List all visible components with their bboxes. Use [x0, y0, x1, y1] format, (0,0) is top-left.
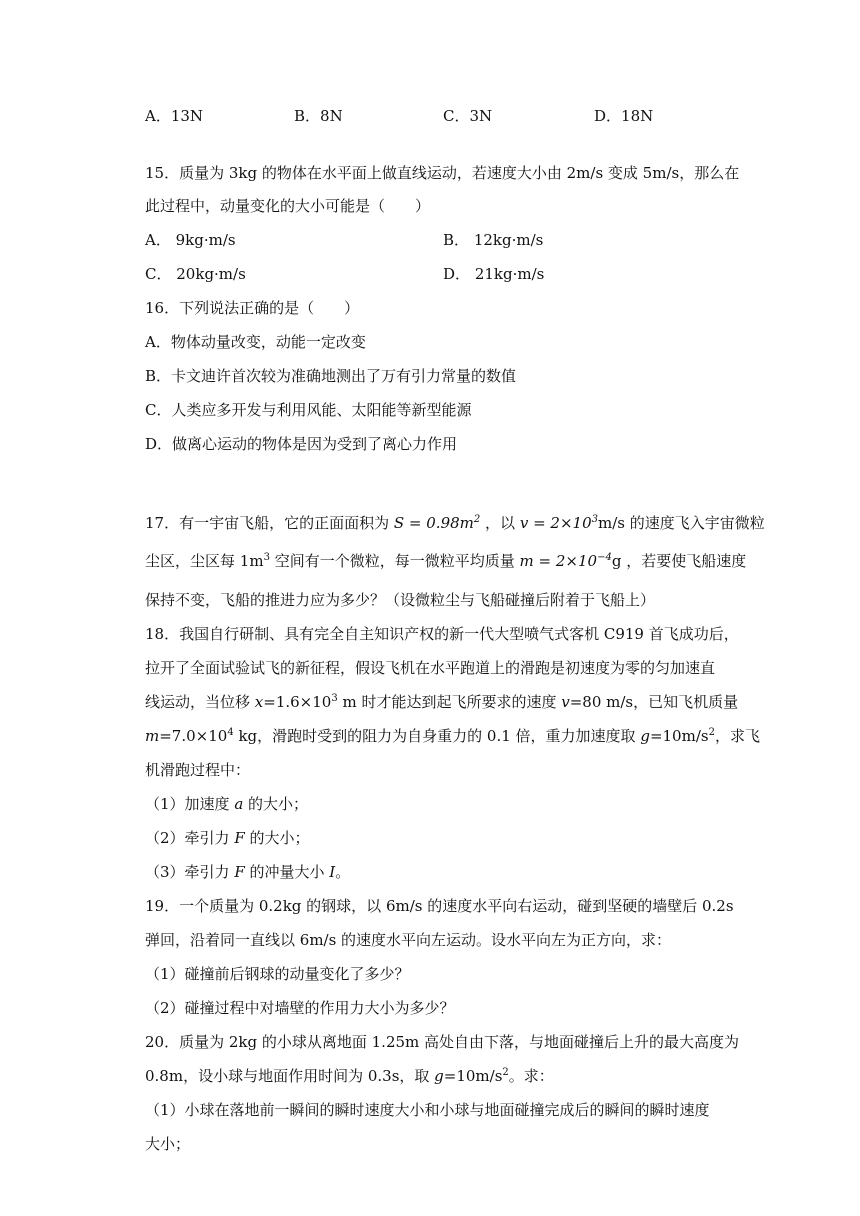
q15-option-c-value: 20kg·m/s	[176, 265, 246, 283]
q18-sub1	[145, 794, 308, 814]
q16-option-d: D．做离心运动的物体是因为受到了离心力作用	[145, 435, 458, 453]
q15-option-a-letter: A．	[145, 231, 171, 249]
q18-text: =80 m/s，已知飞机质量	[569, 693, 739, 711]
q17-area-value: S = 0.98m	[393, 514, 474, 532]
q15-option-d-letter: D．	[443, 265, 471, 283]
q17-speed-formula	[520, 514, 625, 532]
q14-option-c: C．3N	[443, 107, 493, 125]
q18-var-x: x	[254, 693, 264, 711]
q15-option-d-value: 21kg·m/s	[474, 265, 545, 283]
q18-var-a: a	[234, 795, 244, 813]
q18-text: kg，滑跑时受到的阻力为自身重力的 0.1 倍，重力加速度取	[233, 727, 641, 745]
q17-text: 空间有一个微粒，每一微粒平均质量	[274, 552, 515, 570]
q16-option-b: B．卡文迪许首次较为准确地测出了万有引力常量的数值	[145, 367, 517, 385]
q18-text: =1.6×10	[263, 693, 332, 711]
q18-text: 的冲量大小	[244, 863, 330, 881]
q18-text: m 时才能达到起飞所要求的速度	[337, 693, 562, 711]
q15-stem-line1: 15．质量为 3kg 的物体在水平面上做直线运动，若速度大小由 2m/s 变成 5m/s，那么在	[145, 164, 740, 182]
q17-volume-exp: 3	[263, 552, 270, 563]
q15-option-c	[145, 264, 246, 284]
q20-stem-line1: 20．质量为 2kg 的小球从离地面 1.25m 高处自由下落，与地面碰撞后上升的最大高度为	[145, 1033, 740, 1051]
q18-stem-line2: 拉开了全面试验试飞的新征程，假设飞机在水平跑道上的滑跑是初速度为零的匀加速直	[145, 659, 716, 677]
q15-option-b-letter: B．	[443, 231, 470, 249]
q17-speed-exp: 3	[591, 514, 598, 525]
q16-option-c: C．人类应多开发与利用风能、太阳能等新型能源	[145, 401, 472, 419]
q15-stem-line2: 此过程中，动量变化的大小可能是（ ）	[145, 197, 431, 215]
q15-option-d	[443, 264, 544, 284]
q18-var-v: v	[561, 693, 570, 711]
q14-option-a: A．13N	[145, 107, 204, 125]
q18-sub3	[145, 862, 350, 882]
q17-text: ，若要使飞船速度	[626, 552, 747, 570]
q18-var-f: F	[234, 863, 245, 881]
q15-option-c-letter: C．	[145, 265, 172, 283]
q18-stem-line4	[145, 726, 760, 746]
q18-exp: 2	[708, 727, 715, 738]
q20-exp: 2	[502, 1067, 509, 1078]
q17-text: ，以	[485, 514, 516, 532]
q18-text: 。	[335, 863, 351, 881]
q15-option-b-value: 12kg·m/s	[473, 231, 544, 249]
q19-stem-line2: 弹回，沿着同一直线以 6m/s 的速度水平向左运动。设水平向左为正方向，求：	[145, 931, 672, 949]
q19-sub2: （2）碰撞过程中对墙壁的作用力大小为多少？	[145, 999, 455, 1017]
q18-var-g: g	[640, 727, 650, 745]
q18-var-i: I	[329, 863, 336, 881]
q17-mass-formula	[520, 552, 622, 570]
q18-stem-line1: 18．我国自行研制、具有完全自主知识产权的新一代大型喷气式客机 C919 首飞成功后，	[145, 625, 739, 643]
q15-option-a-value: 9kg·m/s	[175, 231, 236, 249]
q16-stem: 16．下列说法正确的是（ ）	[145, 299, 360, 317]
q20-var-g: g	[434, 1067, 444, 1085]
q19-stem-line1: 19．一个质量为 0.2kg 的钢球，以 6m/s 的速度水平向右运动，碰到坚硬的墙壁后 0.2s	[145, 897, 734, 915]
q20-sub1-line1: （1）小球在落地前一瞬间的瞬时速度大小和小球与地面碰撞完成后的瞬间的瞬时速度	[145, 1101, 710, 1119]
q15-option-b	[443, 230, 543, 250]
q17-text: 的速度飞入宇宙微粒	[629, 514, 765, 532]
q18-stem-line3	[145, 692, 738, 712]
q20-text: 0.8m，设小球与地面作用时间为 0.3s，取	[145, 1067, 435, 1085]
q18-text: =7.0×10	[159, 727, 228, 745]
q17-text: 17．有一宇宙飞船，它的正面面积为	[145, 514, 390, 532]
q17-speed-value: v = 2×10	[519, 514, 592, 532]
q17-mass-unit: g	[611, 552, 622, 570]
q17-volume-value: 1m	[239, 552, 264, 570]
q18-text: =10m/s	[649, 727, 709, 745]
q18-text: （1）加速度	[145, 795, 235, 813]
q18-text: 的大小；	[244, 829, 310, 847]
q17-mass-exp: −4	[597, 552, 612, 563]
q18-exp: 4	[227, 727, 234, 738]
q17-stem-line3: 保持不变，飞船的推进力应为多少？（设微粒尘与飞船碰撞后附着于飞船上）	[145, 591, 656, 609]
q18-text: 的大小；	[243, 795, 309, 813]
q18-var-f: F	[234, 829, 245, 847]
q18-exp: 3	[331, 693, 338, 704]
q18-stem-line5: 机滑跑过程中：	[145, 761, 251, 779]
q18-var-m: m	[145, 727, 160, 745]
q16-option-a: A．物体动量改变，动能一定改变	[145, 333, 366, 351]
q14-option-b: B．8N	[294, 107, 343, 125]
q20-text: =10m/s	[443, 1067, 503, 1085]
q17-volume	[240, 552, 270, 570]
q20-text: 。求：	[508, 1067, 554, 1085]
q14-option-d: D．18N	[594, 107, 654, 125]
q17-speed-unit: m/s	[598, 514, 625, 532]
q18-text: 线运动，当位移	[145, 693, 255, 711]
q18-text: ，求飞	[714, 727, 760, 745]
q15-option-a	[145, 230, 236, 250]
q17-stem-line1	[145, 513, 765, 533]
q20-sub1-line2: 大小；	[145, 1135, 191, 1153]
q17-text: 尘区，尘区每	[145, 552, 236, 570]
q17-area-formula	[394, 514, 480, 532]
q18-text: （2）牵引力	[145, 829, 235, 847]
q19-sub1: （1）碰撞前后钢球的动量变化了多少？	[145, 965, 410, 983]
q17-stem-line2	[145, 551, 746, 571]
q17-mass-value: m = 2×10	[519, 552, 598, 570]
q18-text: （3）牵引力	[145, 863, 235, 881]
q17-area-exp: 2	[473, 514, 481, 525]
q20-stem-line2	[145, 1066, 554, 1086]
q18-sub2	[145, 828, 310, 848]
